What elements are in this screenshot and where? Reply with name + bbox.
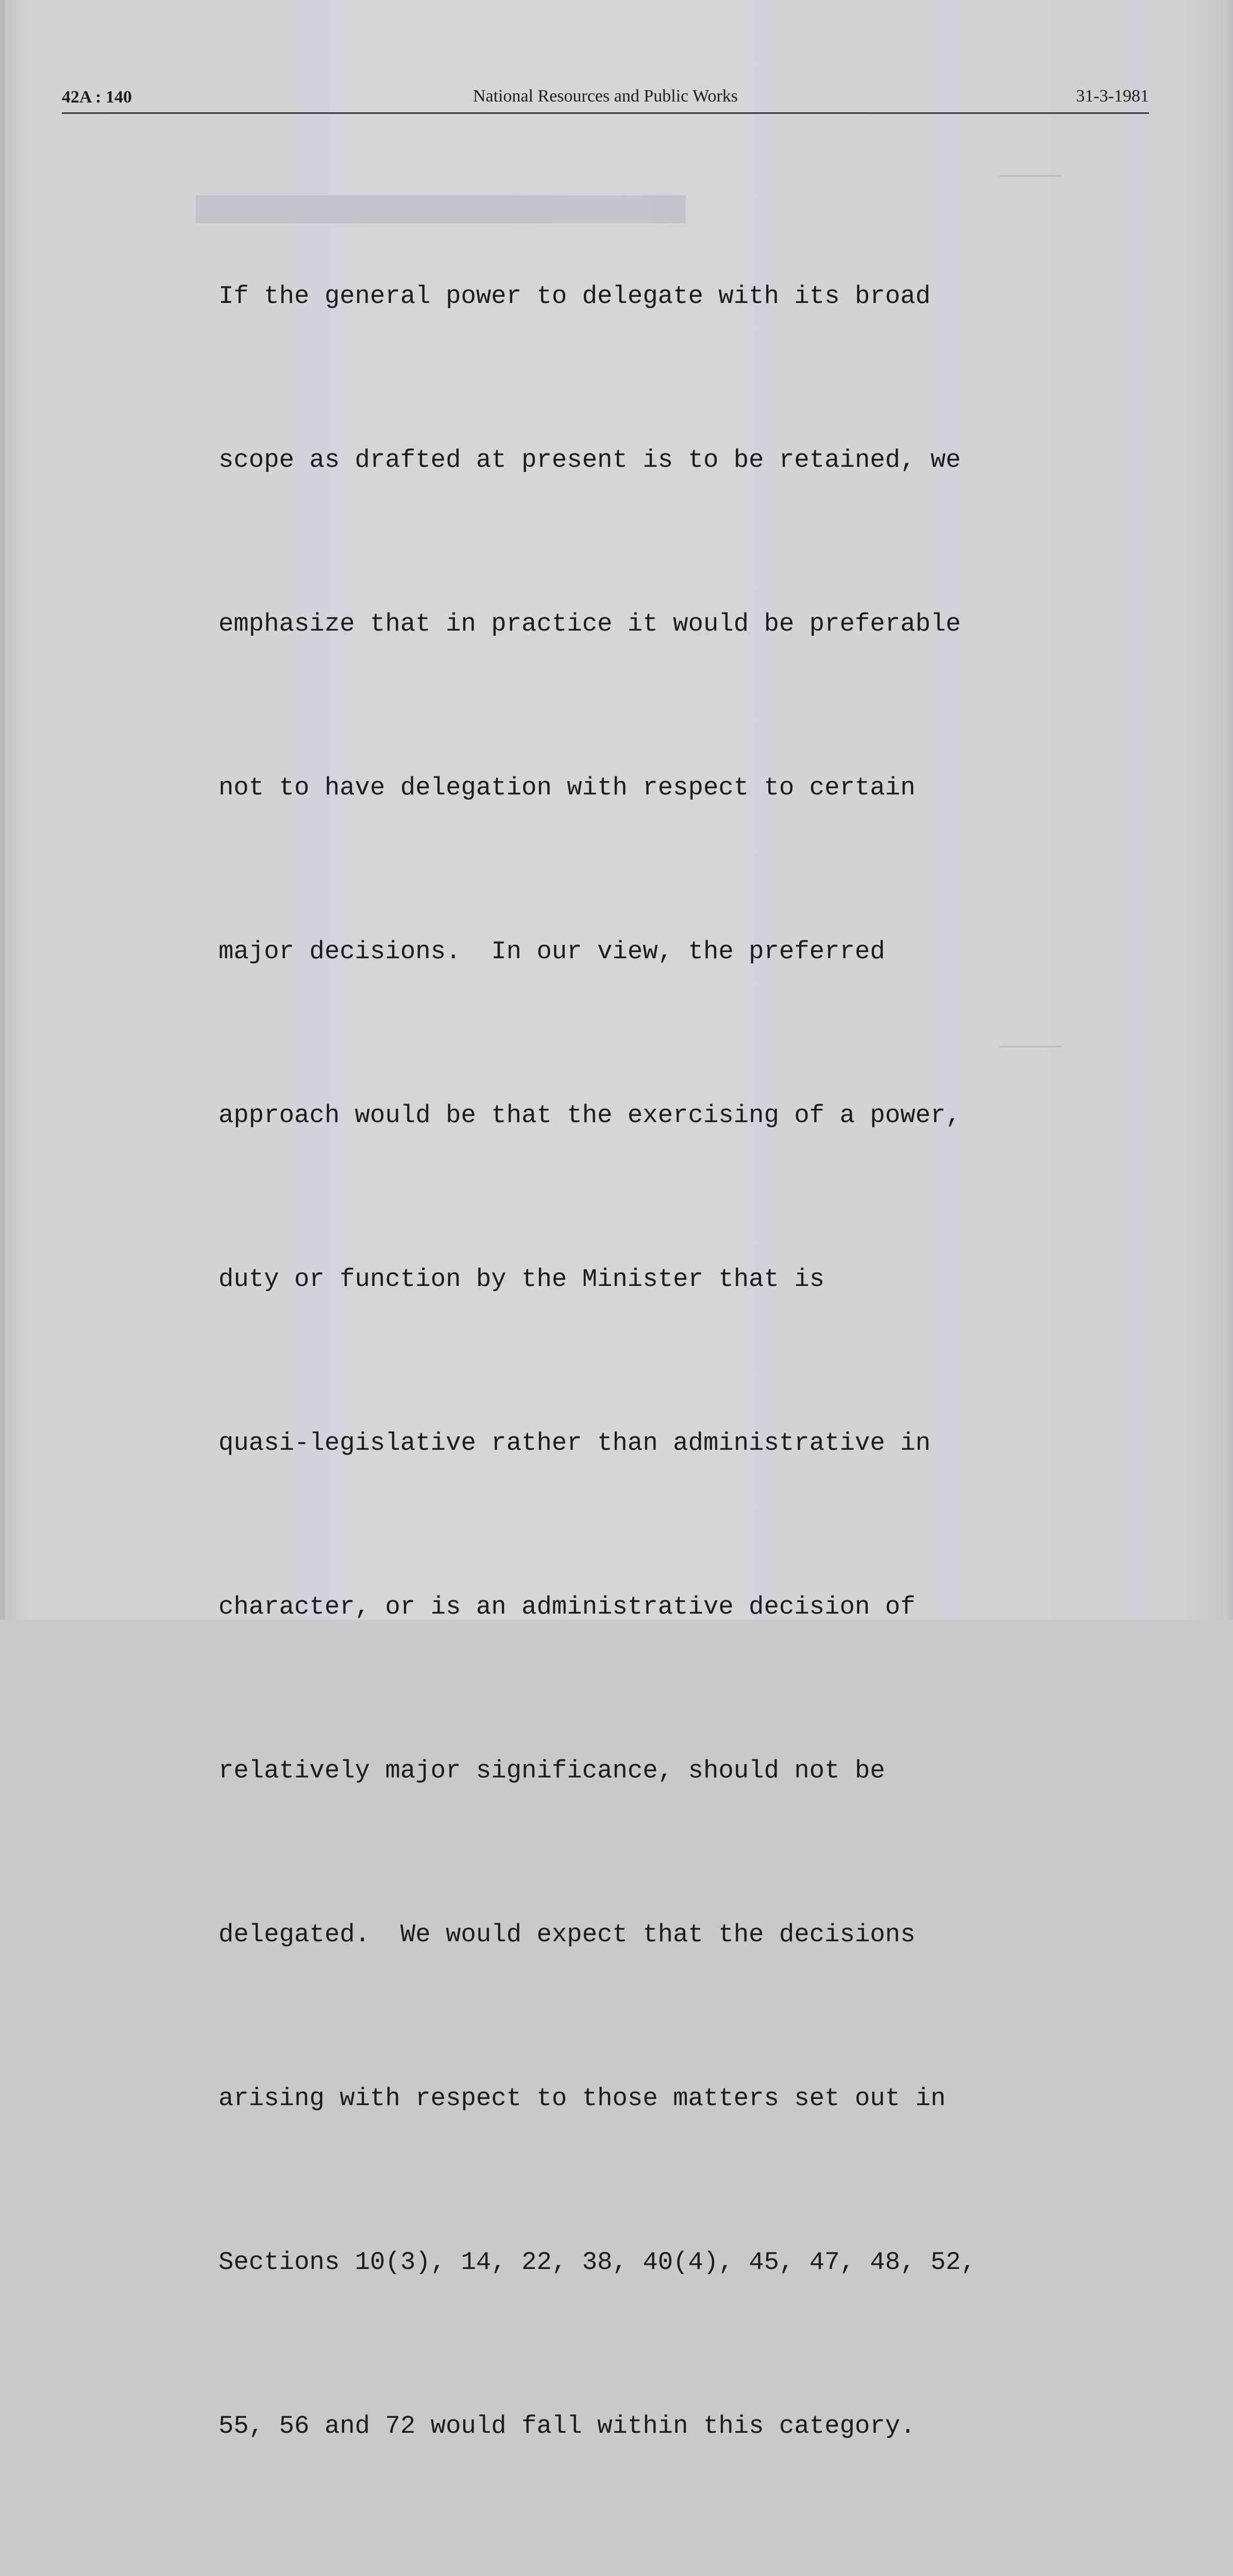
text-line: duty or function by the Minister that is xyxy=(218,1265,825,1294)
text-line: scope as drafted at present is to be retained, we xyxy=(218,446,961,474)
page-left-edge xyxy=(0,0,5,1620)
text-line: major decisions. In our view, the preferred xyxy=(218,937,885,966)
text-line: quasi-legislative rather than administrative in xyxy=(218,1429,931,1458)
text-line: character, or is an administrative decision of xyxy=(218,1592,916,1621)
text-line: emphasize that in practice it would be preferable xyxy=(218,609,961,638)
running-header xyxy=(62,86,1149,114)
show-through-text: █████████████████████████████████ xyxy=(196,196,686,224)
publication-title: National Resources and Public Works xyxy=(472,87,738,106)
text-line: arising with respect to those matters set out in xyxy=(218,2084,946,2113)
text-line: approach would be that the exercising of a power, xyxy=(218,1101,961,1130)
text-line: If the general power to delegate with its broad xyxy=(218,282,931,311)
body-paragraph xyxy=(218,160,1063,2576)
text-line: relatively major significance, should not be xyxy=(218,1756,885,1785)
page-right-edge xyxy=(1224,0,1233,1620)
page-number: 42A : 140 xyxy=(62,88,132,107)
text-line xyxy=(218,2563,1063,2576)
header-date: 31-3-1981 xyxy=(1076,87,1149,106)
text-line: delegated. We would expect that the decisions xyxy=(218,1920,916,1949)
text-line: Sections 10(3), 14, 22, 38, 40(4), 45, 47, 48, 52, xyxy=(218,2248,976,2277)
text-line: 55, 56 and 72 would fall within this category. xyxy=(218,2412,916,2441)
text-line: not to have delegation with respect to certain xyxy=(218,773,916,802)
